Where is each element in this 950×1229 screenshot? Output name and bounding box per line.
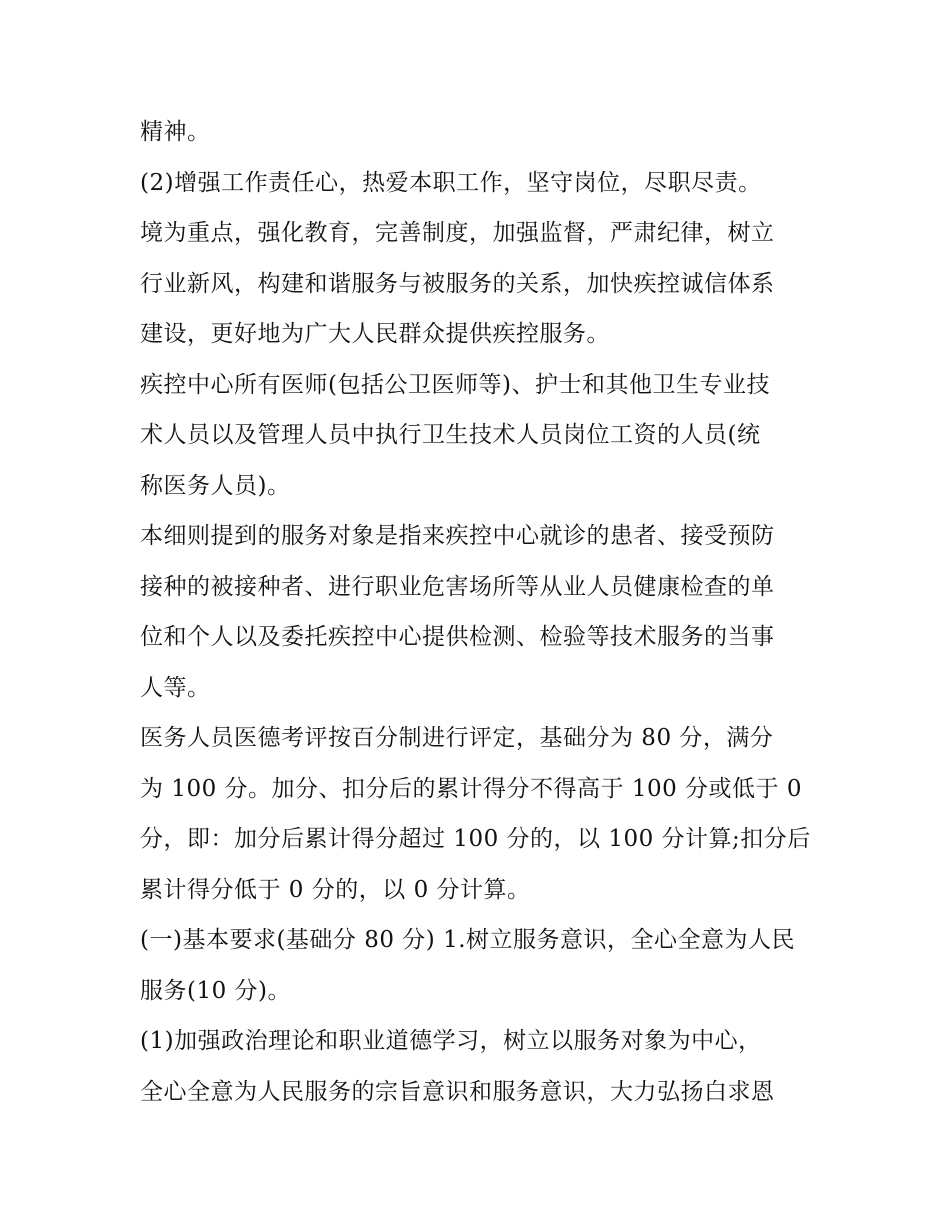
text-line: 累计得分低于 0 分的，以 0 分计算。 [140, 876, 531, 903]
text-line: (2)增强工作责任心，热爱本职工作，坚守岗位，尽职尽责。 [140, 169, 762, 196]
text-line: 医务人员医德考评按百分制进行评定，基础分为 80 分，满分 [140, 725, 774, 751]
text-line: 接种的被接种者、进行职业危害场所等从业人员健康检查的单 [140, 573, 775, 600]
text-line: 全心全意为人民服务的宗旨意识和服务意识，大力弘扬白求恩 [140, 1078, 775, 1105]
text-line: 人等。 [140, 674, 211, 701]
text-line: (一)基本要求(基础分 80 分) 1.树立服务意识，全心全意为人民 [140, 927, 796, 953]
text-line: 精神。 [140, 119, 211, 145]
text-line: 术人员以及管理人员中执行卫生技术人员岗位工资的人员(统 [140, 422, 761, 448]
text-line: 为 100 分。加分、扣分后的累计得分不得高于 100 分或低于 0 [140, 775, 802, 802]
text-line: 位和个人以及委托疾控中心提供检测、检验等技术服务的当事 [140, 624, 775, 650]
text-line: 分，即：加分后累计得分超过 100 分的，以 100 分计算;扣分后 [140, 826, 811, 852]
text-line: (1)加强政治理论和职业道德学习，树立以服务对象为中心， [140, 1028, 762, 1054]
text-line: 疾控中心所有医师(包括公卫医师等)、护士和其他卫生专业技 [140, 371, 770, 398]
text-line: 称医务人员)。 [140, 472, 291, 499]
text-line: 行业新风，构建和谐服务与被服务的关系，加快疾控诚信体系 [140, 270, 775, 297]
document-body [140, 107, 830, 1117]
text-line: 建设，更好地为广大人民群众提供疾控服务。 [140, 321, 610, 347]
text-line: 本细则提到的服务对象是指来疾控中心就诊的患者、接受预防 [140, 523, 775, 549]
text-line: 境为重点，强化教育，完善制度，加强监督，严肃纪律，树立 [140, 220, 775, 246]
text-line: 服务(10 分)。 [140, 977, 292, 1004]
